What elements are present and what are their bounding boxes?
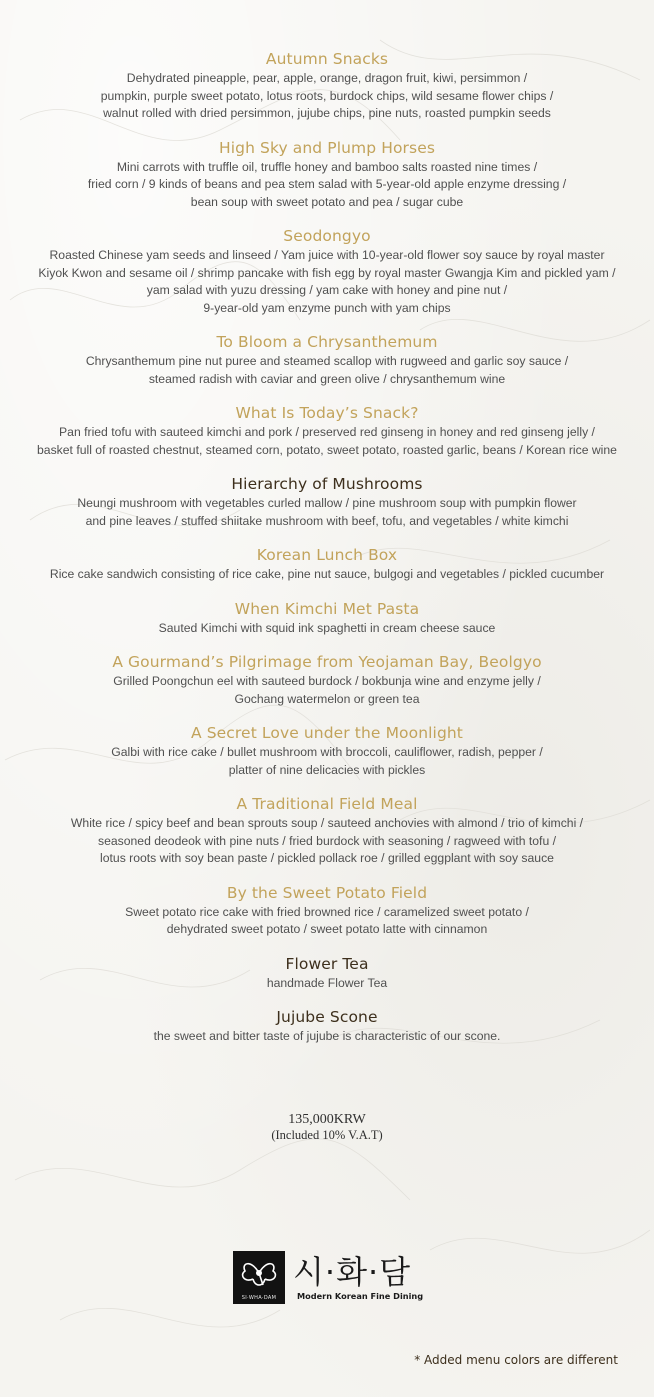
course-title: When Kimchi Met Pasta: [234, 599, 420, 618]
course-title: Autumn Snacks: [265, 50, 389, 68]
course-item: [0, 404, 654, 459]
course-description: Galbi with rice cake / bullet mushroom with broccoli, cauliflower, radish, pepper / platter of nine delicacies with pickles: [111, 745, 543, 777]
course-description: Pan fried tofu with sauteed kimchi and pork / preserved red ginseng in honey and red ginseng jelly / basket full of roasted chestnut, steamed corn, potato, sweet potato, roasted garlic, beans / Korean rice wine: [37, 425, 617, 457]
course-item: [0, 955, 654, 993]
course-title: Korean Lunch Box: [256, 546, 398, 564]
course-description: Dehydrated pineapple, pear, apple, orange, dragon fruit, kiwi, persimmon / pumpkin, purple sweet potato, lotus roots, burdock chips, wild sesame flower chips / walnut rolled with dried persimmon, jujube chips, pine nuts, roasted pumpkin seeds: [100, 71, 554, 120]
course-title: Jujube Scone: [276, 1008, 378, 1026]
course-item: [0, 333, 654, 388]
course-item: [0, 475, 654, 530]
course-title: High Sky and Plump Horses: [218, 138, 436, 157]
course-item: [0, 1008, 654, 1046]
course-menu: [0, 50, 654, 1062]
brand-name: 시·화·담: [293, 1253, 412, 1291]
course-title: A Traditional Field Meal: [236, 795, 418, 813]
course-description: White rice / spicy beef and bean sprouts soup / sauteed anchovies with almond / trio of kimchi / seasoned deodeok with pine nuts / fried burdock with seasoning / ragweed with tofu / lotus roots with soy bean paste / pickled pollack roe / grilled eggplant with soy sauce: [70, 816, 584, 865]
price-amount: 135,000KRW: [288, 1112, 366, 1127]
course-description: handmade Flower Tea: [266, 975, 388, 990]
price-block: [0, 1111, 654, 1143]
flower-logo-mark: [233, 1251, 285, 1304]
course-title: A Gourmand’s Pilgrimage from Yeojaman Bay, Beolgyo: [112, 653, 542, 671]
course-description: the sweet and bitter taste of jujube is characteristic of our scone.: [153, 1029, 501, 1043]
course-title: A Secret Love under the Moonlight: [191, 724, 463, 742]
logo-mini-text: SI·WHA·DAM: [241, 1295, 277, 1301]
course-item: [0, 653, 654, 708]
course-title: Flower Tea: [285, 954, 369, 973]
course-item: [0, 884, 654, 939]
course-description: Grilled Poongchun eel with sauteed burdock / bokbunja wine and enzyme jelly / Gochang watermelon or green tea: [113, 674, 541, 706]
course-item: [0, 724, 654, 779]
course-title: Hierarchy of Mushrooms: [231, 475, 423, 493]
course-item: [0, 795, 654, 868]
flower-icon: [233, 1251, 285, 1295]
brand-tagline: Modern Korean Fine Dining: [297, 1291, 424, 1301]
footnote: * Added menu colors are different: [414, 1353, 618, 1367]
course-item: [0, 50, 654, 123]
price-vat-note: (Included 10% V.A.T): [271, 1128, 383, 1142]
course-description: Neungi mushroom with vegetables curled mallow / pine mushroom soup with pumpkin flower and pine leaves / stuffed shiitake mushroom with beef, tofu, and vegetables / white kimchi: [77, 496, 577, 528]
course-item: [0, 227, 654, 317]
course-description: Sweet potato rice cake with fried browned rice / caramelized sweet potato / dehydrated sweet potato / sweet potato latte with cinnamon: [125, 904, 529, 936]
course-description: Chrysanthemum pine nut puree and steamed scallop with rugweed and garlic soy sauce / steamed radish with caviar and green olive / chrysanthemum wine: [85, 354, 569, 386]
course-description: Sauted Kimchi with squid ink spaghetti in cream cheese sauce: [158, 620, 496, 635]
course-title: Seodongyo: [283, 227, 371, 245]
brand-logo: [233, 1251, 433, 1306]
course-item: [0, 546, 654, 584]
course-item: [0, 139, 654, 212]
course-description: Rice cake sandwich consisting of rice cake, pine nut sauce, bulgogi and vegetables / pickled cucumber: [49, 567, 605, 581]
course-description: Roasted Chinese yam seeds and linseed / Yam juice with 10-year-old flower soy sauce by royal master Kiyok Kwon and sesame oil / shrimp pancake with fish egg by royal master Gwangja Kim and pickled yam / yam salad with yuzu dressing / yam cake with honey and pine nut / 9-year-old yam enzyme punch with yam chips: [38, 248, 616, 315]
course-title: To Bloom a Chrysanthemum: [216, 333, 438, 351]
course-item: [0, 600, 654, 638]
course-title: By the Sweet Potato Field: [226, 883, 428, 902]
course-description: Mini carrots with truffle oil, truffle honey and bamboo salts roasted nine times / fried corn / 9 kinds of beans and pea stem salad with 5-year-old apple enzyme dressing / bean soup with sweet potato and pea / sugar cube: [87, 159, 567, 209]
course-title: What Is Today’s Snack?: [235, 404, 419, 422]
